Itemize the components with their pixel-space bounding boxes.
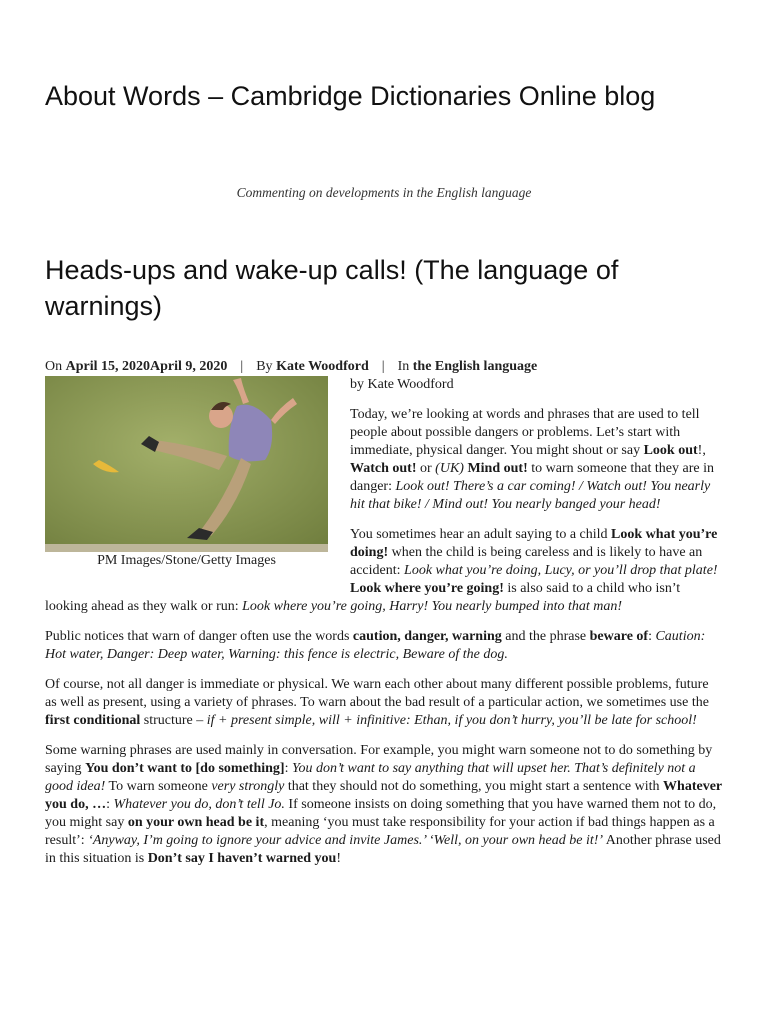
p2-text: is also said to a child who isn’t looking ahead as they walk or run: [45,581,681,614]
post-title[interactable]: Heads-ups and wake-up calls! (The language of warnings) [45,255,619,321]
p5-text: If someone insists on doing something that you have warned them not to do, you might say [45,797,717,830]
p5-text: ! [336,851,341,866]
p1-text: Today, we’re looking at words and phrases that are used to tell people about possible dangers or problems. Let’s start with immediate, physical danger. You might shout or say [350,407,700,458]
p4-example: if + present simple, will + infinitive: Ethan, if you don’t hurry, you’ll be late for school! [206,713,697,728]
paragraph-3 [45,628,723,664]
term-dont-say: Don’t say I haven’t warned you [147,851,337,866]
term-beware-of: beware of [589,629,649,644]
p1-text: or [416,461,436,476]
p1-text: !, [697,443,706,458]
post-image [45,376,328,552]
term-first-conditional: first conditional [45,713,141,728]
term-look-what: Look what you’re doing! [350,527,718,560]
post-date-link[interactable] [66,359,228,374]
term-caution-danger-warning: caution, danger, warning [352,629,502,644]
p5-emphasis: very strongly [211,779,285,794]
post-byline: by Kate Woodford [350,377,454,392]
p5-example: ‘Anyway, I’m going to ignore your advice and invite James.’ ‘Well, on your own head be it!’ [88,833,604,848]
p4-text: structure – [140,713,207,728]
p5-text: To warn someone [105,779,212,794]
post-content [45,376,723,880]
term-look-out: Look out [643,443,698,458]
paragraph-4 [45,676,723,730]
p5-example: You don’t want to say anything that will upset her. That’s definitely not a good idea! [45,761,696,794]
p1-example: Look out! There’s a car coming! / Watch out! You nearly hit that bike! / Mind out! You nearly banged your head! [350,479,711,512]
image-caption: PM Images/Stone/Getty Images [97,553,276,568]
p5-text: Another phrase used in this situation is [45,833,721,866]
term-mind-out: Mind out! [467,461,528,476]
p5-text: that they should not do something, you might start a sentence with [284,779,664,794]
post-figure [45,376,328,582]
published-date: April 15, 2020 [65,359,151,374]
term-look-where: Look where you’re going! [350,581,504,596]
term-whatever-you-do: Whatever you do, … [45,779,722,812]
meta-by-label: By [256,359,273,374]
meta-separator: | [381,359,385,374]
p5-text: : [106,797,114,812]
meta-separator: | [240,359,244,374]
updated-date: April 9, 2020 [150,359,228,374]
p2-text: You sometimes hear an adult saying to a child [350,527,612,542]
site-title[interactable]: About Words – Cambridge Dictionaries Online blog [45,81,656,111]
term-you-dont-want-to: You don’t want to [do something] [85,761,285,776]
p5-example: Whatever you do, don’t tell Jo. [113,797,285,812]
p2-example: Look where you’re going, Harry! You nearly bumped into that man! [242,599,623,614]
p1-text: to warn someone that they are in danger: [350,461,714,494]
p3-text: and the phrase [501,629,590,644]
p4-text: Of course, not all danger is immediate or physical. We warn each other about many different possible problems, future as well as present, using a variety of phrases. To warn about the bad result of a particular action, we sometimes use the [45,677,709,710]
author-link[interactable]: Kate Woodford [276,359,369,374]
meta-in-label: In [397,359,410,374]
p5-text: : [284,761,292,776]
post-meta [45,358,735,376]
region-label: (UK) [435,461,464,476]
p3-example: Caution: Hot water, Danger: Deep water, Warning: this fence is electric, Beware of the dog. [45,629,706,662]
p2-example: Look what you’re doing, Lucy, or you’ll drop that plate! [404,563,718,578]
p5-text: , meaning ‘you must take responsibility for your action if bad things happen as a result’: [45,815,715,848]
p3-text: Public notices that warn of danger often use the words [45,629,353,644]
p2-text: when the child is being careless and is likely to have an accident: [350,545,703,578]
term-watch-out: Watch out! [350,461,417,476]
p5-text: Some warning phrases are used mainly in conversation. For example, you might warn someone not to do something by saying [45,743,713,776]
term-on-your-own-head: on your own head be it [127,815,265,830]
site-tagline: Commenting on developments in the English language [236,185,532,200]
meta-on-label: On [45,359,63,374]
category-link[interactable]: the English language [412,359,538,374]
p3-text: : [648,629,656,644]
paragraph-5 [45,742,723,868]
